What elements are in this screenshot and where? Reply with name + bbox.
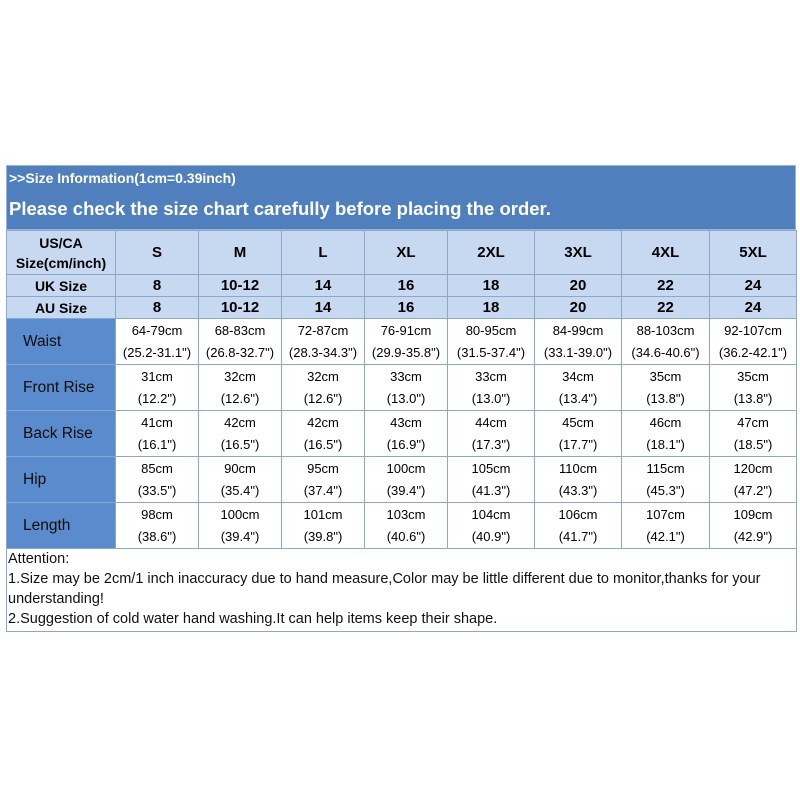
uk-size-cell: 22 bbox=[622, 275, 710, 297]
inch-value: (33.5") bbox=[137, 482, 177, 498]
us-size-label-line1: US/CA bbox=[39, 234, 83, 251]
attention-note-2: 2.Suggestion of cold water hand washing.It can help items keep their shape. bbox=[8, 611, 498, 627]
cm-value: 98cm bbox=[141, 506, 173, 522]
cm-value: 85cm bbox=[141, 460, 173, 476]
cm-value: 32cm bbox=[224, 368, 256, 384]
measurement-cell bbox=[622, 319, 710, 365]
uk-size-row-label: UK Size bbox=[7, 275, 116, 297]
inch-value: (12.2") bbox=[137, 390, 177, 406]
measurement-cell bbox=[710, 457, 797, 503]
measurement-cell bbox=[448, 319, 535, 365]
au-size-cell: 20 bbox=[535, 297, 622, 319]
cm-value: 100cm bbox=[220, 506, 260, 522]
measurement-cell bbox=[199, 319, 282, 365]
measurement-cell bbox=[448, 457, 535, 503]
measurement-cell bbox=[116, 319, 199, 365]
inch-value: (12.6") bbox=[303, 390, 343, 406]
cm-value: 92-107cm bbox=[724, 322, 782, 338]
measurement-cell bbox=[282, 411, 365, 457]
measurement-cell bbox=[535, 411, 622, 457]
cm-value: 41cm bbox=[141, 414, 173, 430]
inch-value: (40.9") bbox=[471, 528, 511, 544]
inch-value: (37.4") bbox=[303, 482, 343, 498]
measurement-cell bbox=[710, 411, 797, 457]
cm-value: 106cm bbox=[558, 506, 598, 522]
inch-value: (16.5") bbox=[303, 436, 343, 452]
us-size-cell: S bbox=[116, 231, 199, 275]
cm-value: 42cm bbox=[224, 414, 256, 430]
inch-value: (28.3-34.3") bbox=[288, 344, 358, 360]
measurement-label: Front Rise bbox=[7, 365, 116, 411]
cm-value: 64-79cm bbox=[131, 322, 183, 338]
measurement-label: Back Rise bbox=[7, 411, 116, 457]
au-size-cell: 8 bbox=[116, 297, 199, 319]
inch-value: (17.3") bbox=[471, 436, 511, 452]
measurement-cell bbox=[365, 411, 448, 457]
cm-value: 104cm bbox=[471, 506, 511, 522]
cm-value: 103cm bbox=[386, 506, 426, 522]
measurement-cell bbox=[535, 365, 622, 411]
us-size-cell: L bbox=[282, 231, 365, 275]
cm-value: 109cm bbox=[733, 506, 773, 522]
measurement-cell bbox=[365, 457, 448, 503]
inch-value: (35.4") bbox=[220, 482, 260, 498]
inch-value: (26.8-32.7") bbox=[205, 344, 275, 360]
inch-value: (39.8") bbox=[303, 528, 343, 544]
au-size-row-label: AU Size bbox=[7, 297, 116, 319]
cm-value: 101cm bbox=[303, 506, 343, 522]
attention-note-1: 1.Size may be 2cm/1 inch inaccuracy due to hand measure,Color may be little different due to monitor,thanks for your understanding! bbox=[8, 571, 761, 607]
cm-value: 35cm bbox=[737, 368, 769, 384]
inch-value: (45.3") bbox=[646, 482, 685, 498]
measurement-cell bbox=[282, 319, 365, 365]
inch-value: (43.3") bbox=[558, 482, 598, 498]
measurement-cell bbox=[448, 503, 535, 549]
measurement-cell bbox=[622, 503, 710, 549]
inch-value: (17.7") bbox=[558, 436, 598, 452]
inch-value: (31.5-37.4") bbox=[456, 344, 526, 360]
measurement-cell bbox=[282, 503, 365, 549]
uk-size-cell: 24 bbox=[710, 275, 797, 297]
measurement-row bbox=[7, 457, 797, 503]
uk-size-cell: 20 bbox=[535, 275, 622, 297]
measurement-cell bbox=[365, 503, 448, 549]
uk-size-cell: 18 bbox=[448, 275, 535, 297]
size-table bbox=[6, 230, 797, 549]
cm-value: 105cm bbox=[471, 460, 511, 476]
au-size-cell: 14 bbox=[282, 297, 365, 319]
cm-value: 33cm bbox=[390, 368, 422, 384]
us-size-cell: M bbox=[199, 231, 282, 275]
uk-size-cell: 14 bbox=[282, 275, 365, 297]
measurement-cell bbox=[116, 503, 199, 549]
measurement-cell bbox=[710, 319, 797, 365]
inch-value: (13.8") bbox=[733, 390, 773, 406]
attention-notes bbox=[6, 549, 797, 632]
inch-value: (29.9-35.8") bbox=[371, 344, 441, 360]
cm-value: 84-99cm bbox=[552, 322, 604, 338]
inch-value: (13.0") bbox=[471, 390, 511, 406]
cm-value: 45cm bbox=[562, 414, 594, 430]
cm-value: 110cm bbox=[558, 460, 598, 476]
attention-title: Attention: bbox=[8, 551, 70, 567]
cm-value: 72-87cm bbox=[297, 322, 349, 338]
us-size-row bbox=[7, 231, 797, 275]
us-size-label-line2: Size(cm/inch) bbox=[15, 254, 107, 271]
us-size-cell: 4XL bbox=[622, 231, 710, 275]
au-size-cell: 18 bbox=[448, 297, 535, 319]
inch-value: (33.1-39.0") bbox=[543, 344, 613, 360]
cm-value: 107cm bbox=[645, 506, 686, 522]
measurement-label: Waist bbox=[7, 319, 116, 365]
measurement-cell bbox=[199, 457, 282, 503]
cm-value: 47cm bbox=[737, 414, 769, 430]
cm-value: 88-103cm bbox=[636, 322, 695, 338]
us-size-row-label bbox=[7, 231, 116, 275]
cm-value: 100cm bbox=[386, 460, 426, 476]
measurement-cell bbox=[535, 319, 622, 365]
measurement-cell bbox=[535, 503, 622, 549]
inch-value: (47.2") bbox=[733, 482, 773, 498]
us-size-cell: 3XL bbox=[535, 231, 622, 275]
order-warning-heading: Please check the size chart carefully before placing the order. bbox=[9, 198, 551, 219]
measurement-cell bbox=[199, 503, 282, 549]
measurement-cell bbox=[710, 503, 797, 549]
measurement-cell bbox=[535, 457, 622, 503]
uk-size-row bbox=[7, 275, 797, 297]
measurement-cell bbox=[282, 365, 365, 411]
inch-value: (34.6-40.6") bbox=[631, 344, 700, 360]
measurement-label: Length bbox=[7, 503, 116, 549]
cm-value: 44cm bbox=[475, 414, 507, 430]
au-size-cell: 10-12 bbox=[199, 297, 282, 319]
cm-value: 32cm bbox=[307, 368, 339, 384]
cm-value: 120cm bbox=[733, 460, 773, 476]
inch-value: (41.7") bbox=[558, 528, 598, 544]
measurement-cell bbox=[622, 411, 710, 457]
cm-value: 76-91cm bbox=[380, 322, 432, 338]
measurement-cell bbox=[622, 365, 710, 411]
measurement-cell bbox=[282, 457, 365, 503]
inch-value: (12.6") bbox=[220, 390, 260, 406]
cm-value: 33cm bbox=[475, 368, 507, 384]
size-chart bbox=[6, 165, 796, 632]
inch-value: (13.0") bbox=[386, 390, 426, 406]
measurement-cell bbox=[116, 365, 199, 411]
measurement-label: Hip bbox=[7, 457, 116, 503]
measurement-row bbox=[7, 365, 797, 411]
inch-value: (38.6") bbox=[137, 528, 177, 544]
inch-value: (18.1") bbox=[646, 436, 685, 452]
uk-size-cell: 16 bbox=[365, 275, 448, 297]
us-size-cell: XL bbox=[365, 231, 448, 275]
inch-value: (13.4") bbox=[558, 390, 598, 406]
measurement-cell bbox=[365, 365, 448, 411]
inch-value: (25.2-31.1") bbox=[122, 344, 192, 360]
au-size-cell: 16 bbox=[365, 297, 448, 319]
uk-size-cell: 8 bbox=[116, 275, 199, 297]
inch-value: (16.1") bbox=[137, 436, 177, 452]
cm-value: 95cm bbox=[307, 460, 339, 476]
measurement-cell bbox=[710, 365, 797, 411]
cm-value: 31cm bbox=[141, 368, 173, 384]
inch-value: (39.4") bbox=[386, 482, 426, 498]
measurement-row bbox=[7, 411, 797, 457]
cm-value: 42cm bbox=[307, 414, 339, 430]
cm-value: 80-95cm bbox=[465, 322, 517, 338]
us-size-cell: 5XL bbox=[710, 231, 797, 275]
measurement-cell bbox=[116, 457, 199, 503]
uk-size-cell: 10-12 bbox=[199, 275, 282, 297]
measurement-row bbox=[7, 319, 797, 365]
measurement-cell bbox=[116, 411, 199, 457]
inch-value: (41.3") bbox=[471, 482, 511, 498]
inch-value: (39.4") bbox=[220, 528, 260, 544]
inch-value: (42.9") bbox=[733, 528, 773, 544]
cm-value: 90cm bbox=[224, 460, 256, 476]
measurement-cell bbox=[365, 319, 448, 365]
inch-value: (16.5") bbox=[220, 436, 260, 452]
cm-value: 43cm bbox=[390, 414, 422, 430]
inch-value: (40.6") bbox=[386, 528, 426, 544]
size-info-heading: >>Size Information(1cm=0.39inch) bbox=[9, 170, 236, 186]
measurement-cell bbox=[199, 365, 282, 411]
cm-value: 115cm bbox=[646, 460, 685, 476]
inch-value: (16.9") bbox=[386, 436, 426, 452]
au-size-cell: 22 bbox=[622, 297, 710, 319]
measurement-cell bbox=[199, 411, 282, 457]
cm-value: 34cm bbox=[562, 368, 594, 384]
cm-value: 35cm bbox=[649, 368, 682, 384]
inch-value: (13.8") bbox=[646, 390, 685, 406]
inch-value: (18.5") bbox=[733, 436, 773, 452]
inch-value: (36.2-42.1") bbox=[718, 344, 788, 360]
cm-value: 46cm bbox=[649, 414, 682, 430]
measurement-cell bbox=[448, 365, 535, 411]
size-chart-title-bar bbox=[6, 165, 796, 230]
au-size-row bbox=[7, 297, 797, 319]
measurement-cell bbox=[622, 457, 710, 503]
measurement-cell bbox=[448, 411, 535, 457]
us-size-cell: 2XL bbox=[448, 231, 535, 275]
inch-value: (42.1") bbox=[646, 528, 685, 544]
measurement-row bbox=[7, 503, 797, 549]
cm-value: 68-83cm bbox=[214, 322, 266, 338]
au-size-cell: 24 bbox=[710, 297, 797, 319]
